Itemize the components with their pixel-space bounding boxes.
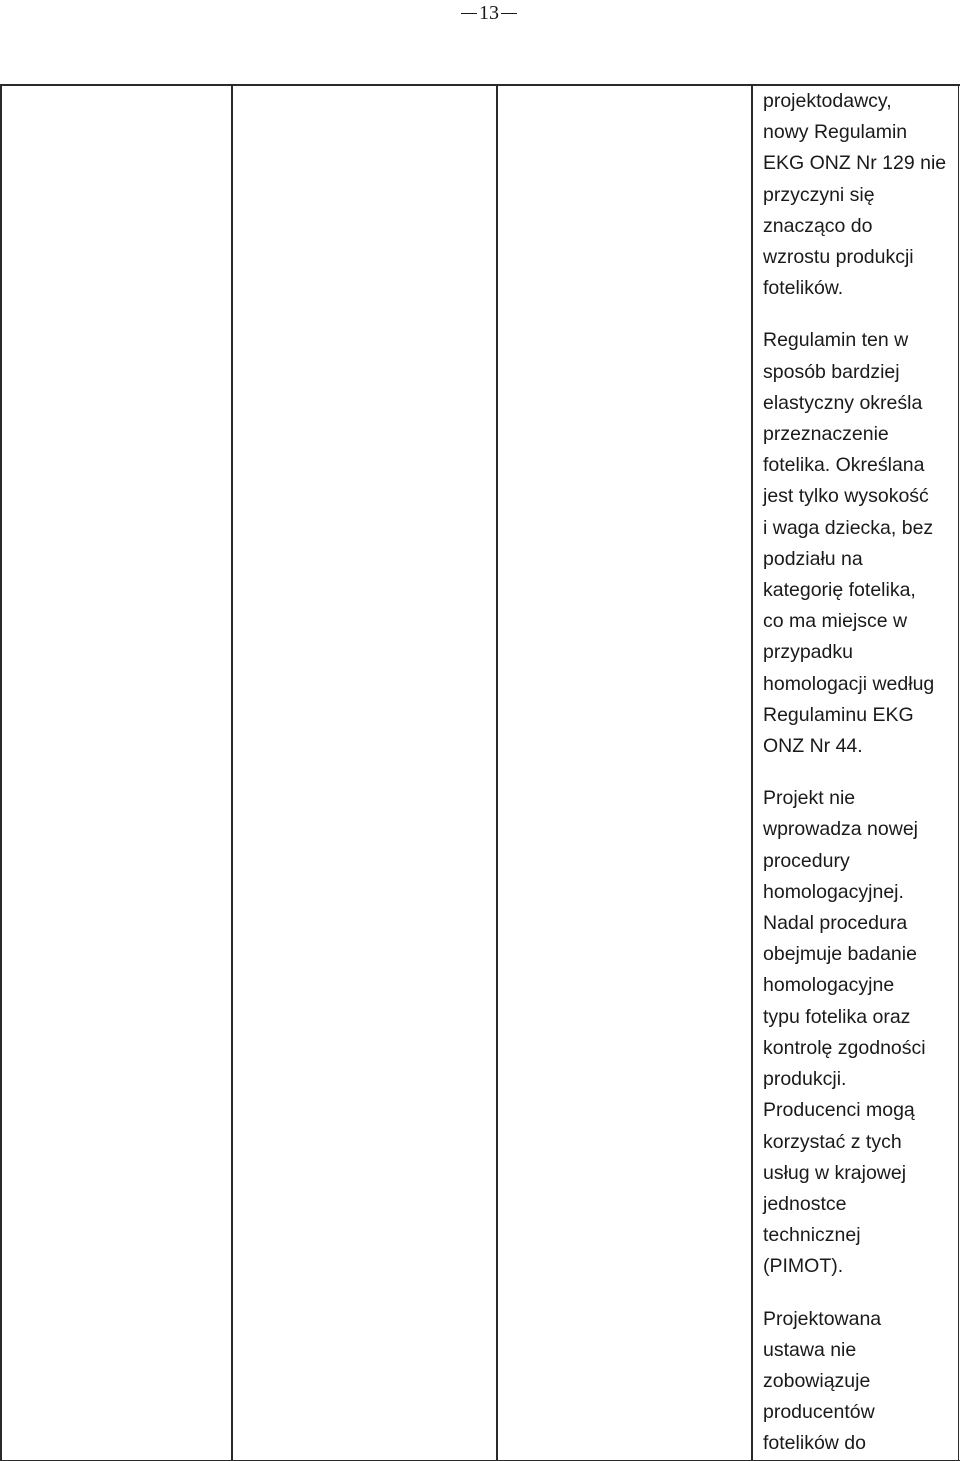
- cell-paragraph-1: projektodawcy, nowy Regulamin EKG ONZ Nr 129 nie przyczyni się znacząco do wzrostu produkcji fotelików.: [763, 90, 947, 300]
- cell-paragraph-3: Projekt nie wprowadza nowej procedury homologacyjnej. Nadal procedura obejmuje badanie homologacyjne typu fotelika oraz kontrolę zgodności produkcji. Producenci mogą korzystać z tych usług w krajowej jednostce technicznej (PIMOT).: [763, 787, 926, 1278]
- table-cell-col2: [233, 84, 497, 1461]
- table-cell-col4: [752, 84, 957, 1461]
- page-header: [0, 0, 960, 30]
- page-number: [459, 1, 519, 25]
- table-cell-col3: [498, 84, 752, 1461]
- cell-paragraph-4: Projektowana ustawa nie zobowiązuje producentów fotelików do: [763, 1307, 882, 1455]
- page-number-dash-left: [461, 13, 477, 14]
- cell-paragraph-2: Regulamin ten w sposób bardziej elastyczny określa przeznaczenie fotelika. Określana jest tylko wysokość i waga dziecka, bez podziału na kategorię fotelika, co ma miejsce w przypadku homologacji według Regulaminu EKG ONZ Nr 44.: [763, 329, 935, 758]
- document-table: [0, 84, 960, 1461]
- table-border-right: [958, 84, 960, 1461]
- page-number-dash-right: [501, 13, 517, 14]
- table-cell-col1: [2, 84, 232, 1461]
- page-number-text: 13: [479, 2, 499, 24]
